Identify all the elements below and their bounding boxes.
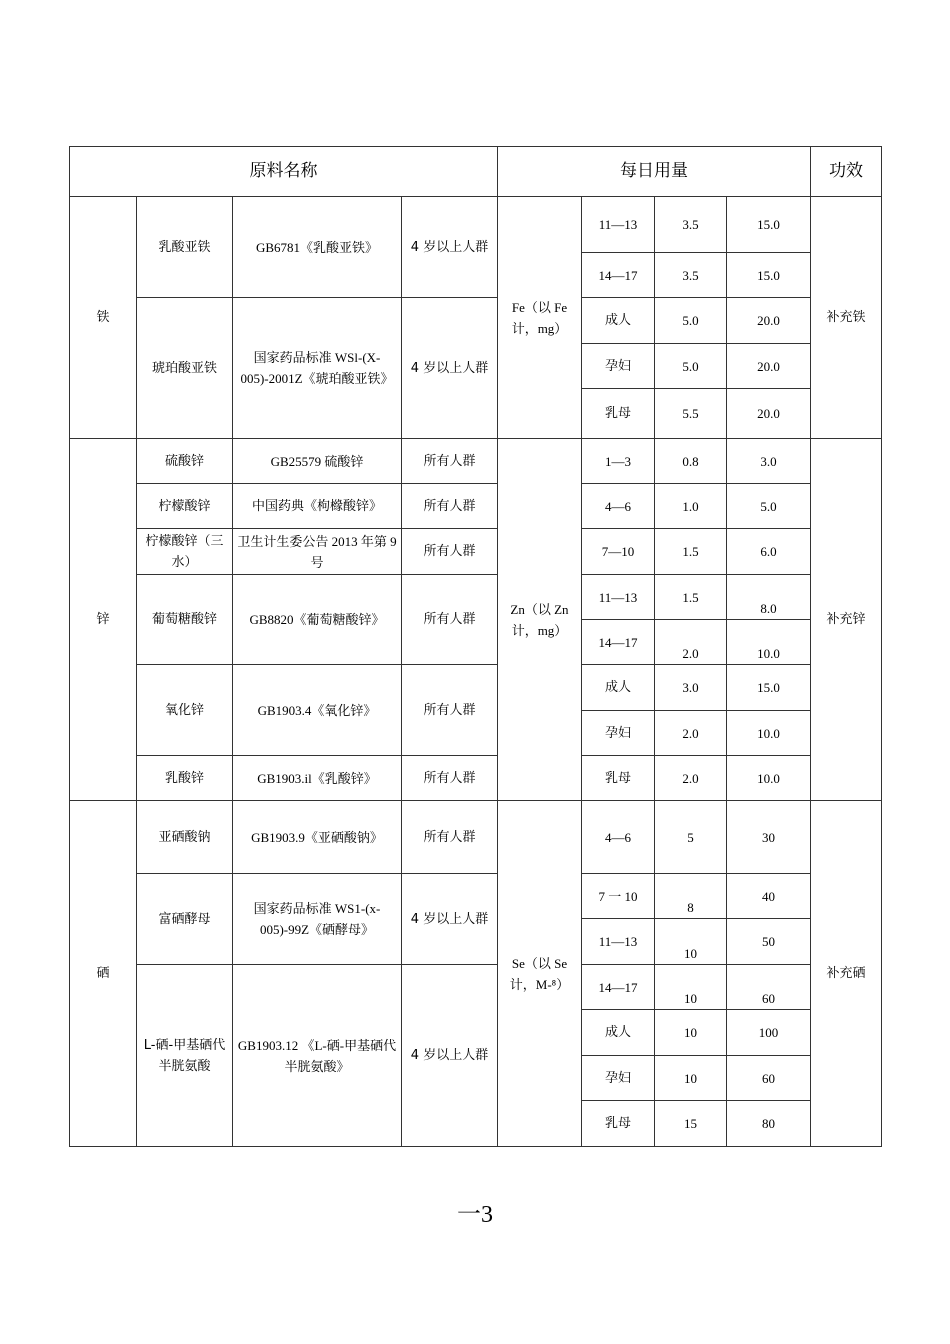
material-standard: 卫生计生委公告 2013 年第 9 号 [233, 529, 402, 575]
dosage-group: 7—10 [582, 529, 655, 575]
dosage-min: 1.0 [655, 484, 727, 529]
dosage-group: 14—17 [582, 620, 655, 665]
dosage-group: 孕妇 [582, 1056, 655, 1101]
dosage-max: 15.0 [727, 197, 811, 253]
material-population: 所有人群 [402, 801, 498, 874]
material-standard: GB1903.12 《L-硒-甲基硒代半胱氨酸》 [233, 965, 402, 1147]
dosage-group: 成人 [582, 298, 655, 344]
material-name: 氧化锌 [137, 665, 233, 756]
dosage-min: 5.0 [655, 344, 727, 389]
dosage-max: 8.0 [727, 575, 811, 620]
material-name: 富硒酵母 [137, 874, 233, 965]
page-number: 一3 [457, 1202, 493, 1228]
dosage-group: 成人 [582, 665, 655, 711]
material-name: 硫酸锌 [137, 439, 233, 484]
dosage-max: 20.0 [727, 344, 811, 389]
dosage-min: 2.0 [655, 756, 727, 801]
dosage-min: 3.5 [655, 197, 727, 253]
dosage-group: 11—13 [582, 575, 655, 620]
table-row [70, 529, 882, 575]
material-standard: 国家药品标准 WS1-(x-005)-99Z《硒酵母》 [233, 874, 402, 965]
material-name: 柠檬酸锌 [137, 484, 233, 529]
header-name: 原料名称 [70, 147, 498, 197]
dosage-group: 11—13 [582, 197, 655, 253]
material-standard: GB1903.9《亚硒酸钠》 [233, 801, 402, 874]
table-row [70, 665, 882, 711]
element-zinc: 锌 [70, 439, 137, 801]
material-population: 4 岁以上人群 [402, 197, 498, 298]
effect-zinc: 补充锌 [811, 439, 882, 801]
dosage-min: 3.0 [655, 665, 727, 711]
material-population: 4 岁以上人群 [402, 298, 498, 439]
dosage-group: 4—6 [582, 484, 655, 529]
material-population: 所有人群 [402, 665, 498, 756]
table-row [70, 484, 882, 529]
dosage-group: 4—6 [582, 801, 655, 874]
dosage-max: 15.0 [727, 253, 811, 298]
dosage-min: 5.5 [655, 389, 727, 439]
material-standard: 国家药品标准 WSl-(X-005)-2001Z《琥珀酸亚铁》 [233, 298, 402, 439]
unit-zinc: Zn（以 Zn 计，mg） [498, 439, 582, 801]
dosage-group: 乳母 [582, 1101, 655, 1147]
dosage-max: 80 [727, 1101, 811, 1147]
table-row [70, 298, 882, 344]
unit-iron: Fe（以 Fe 计，mg） [498, 197, 582, 439]
material-population: 4 岁以上人群 [402, 874, 498, 965]
dosage-group: 乳母 [582, 756, 655, 801]
dosage-max: 6.0 [727, 529, 811, 575]
dosage-max: 10.0 [727, 756, 811, 801]
material-standard: 中国药典《枸橼酸锌》 [233, 484, 402, 529]
element-iron: 铁 [70, 197, 137, 439]
table-row [70, 965, 882, 1010]
dosage-max: 60 [727, 1056, 811, 1101]
material-name: 乳酸锌 [137, 756, 233, 801]
material-name: 琥珀酸亚铁 [137, 298, 233, 439]
material-population: 所有人群 [402, 756, 498, 801]
dosage-group: 孕妇 [582, 344, 655, 389]
material-standard: GB8820《葡萄糖酸锌》 [233, 575, 402, 665]
dosage-max: 5.0 [727, 484, 811, 529]
dosage-min: 3.5 [655, 253, 727, 298]
effect-selenium: 补充硒 [811, 801, 882, 1147]
dosage-min: 2.0 [655, 620, 727, 665]
table-row [70, 756, 882, 801]
dosage-group: 7 一 10 [582, 874, 655, 919]
nutrient-table [69, 146, 882, 1147]
header-dosage: 每日用量 [498, 147, 811, 197]
dosage-min: 8 [655, 874, 727, 919]
dosage-max: 60 [727, 965, 811, 1010]
dosage-group: 孕妇 [582, 711, 655, 756]
dosage-group: 成人 [582, 1010, 655, 1056]
dosage-min: 2.0 [655, 711, 727, 756]
dosage-max: 50 [727, 919, 811, 965]
table-row [70, 575, 882, 620]
material-name: L-硒-甲基硒代半胱氨酸 [137, 965, 233, 1147]
dosage-max: 20.0 [727, 389, 811, 439]
effect-iron: 补充铁 [811, 197, 882, 439]
dosage-max: 40 [727, 874, 811, 919]
dosage-min: 10 [655, 919, 727, 965]
table-row [70, 439, 882, 484]
dosage-group: 14—17 [582, 253, 655, 298]
dosage-min: 0.8 [655, 439, 727, 484]
dosage-max: 15.0 [727, 665, 811, 711]
dosage-max: 20.0 [727, 298, 811, 344]
dosage-min: 10 [655, 1056, 727, 1101]
material-population: 所有人群 [402, 575, 498, 665]
header-row [70, 147, 882, 197]
dosage-max: 10.0 [727, 711, 811, 756]
material-population: 所有人群 [402, 529, 498, 575]
dosage-min: 10 [655, 965, 727, 1010]
material-standard: GB6781《乳酸亚铁》 [233, 197, 402, 298]
header-effect: 功效 [811, 147, 882, 197]
dosage-group: 11—13 [582, 919, 655, 965]
dosage-min: 1.5 [655, 529, 727, 575]
material-name: 葡萄糖酸锌 [137, 575, 233, 665]
dosage-min: 5 [655, 801, 727, 874]
material-standard: GB1903.il《乳酸锌》 [233, 756, 402, 801]
material-standard: GB25579 硫酸锌 [233, 439, 402, 484]
material-name: 亚硒酸钠 [137, 801, 233, 874]
material-name: 柠檬酸锌（三水） [137, 529, 233, 575]
dosage-max: 30 [727, 801, 811, 874]
dosage-max: 100 [727, 1010, 811, 1056]
table-row [70, 801, 882, 874]
unit-selenium: Se（以 Se 计，M-⁸） [498, 801, 582, 1147]
material-population: 所有人群 [402, 439, 498, 484]
dosage-max: 10.0 [727, 620, 811, 665]
material-population: 4 岁以上人群 [402, 965, 498, 1147]
material-standard: GB1903.4《氧化锌》 [233, 665, 402, 756]
table-row [70, 197, 882, 253]
dosage-min: 1.5 [655, 575, 727, 620]
dosage-group: 14—17 [582, 965, 655, 1010]
table-row [70, 874, 882, 919]
dosage-group: 1—3 [582, 439, 655, 484]
material-population: 所有人群 [402, 484, 498, 529]
element-selenium: 硒 [70, 801, 137, 1147]
material-name: 乳酸亚铁 [137, 197, 233, 298]
dosage-min: 10 [655, 1010, 727, 1056]
dosage-max: 3.0 [727, 439, 811, 484]
dosage-min: 5.0 [655, 298, 727, 344]
dosage-group: 乳母 [582, 389, 655, 439]
dosage-min: 15 [655, 1101, 727, 1147]
